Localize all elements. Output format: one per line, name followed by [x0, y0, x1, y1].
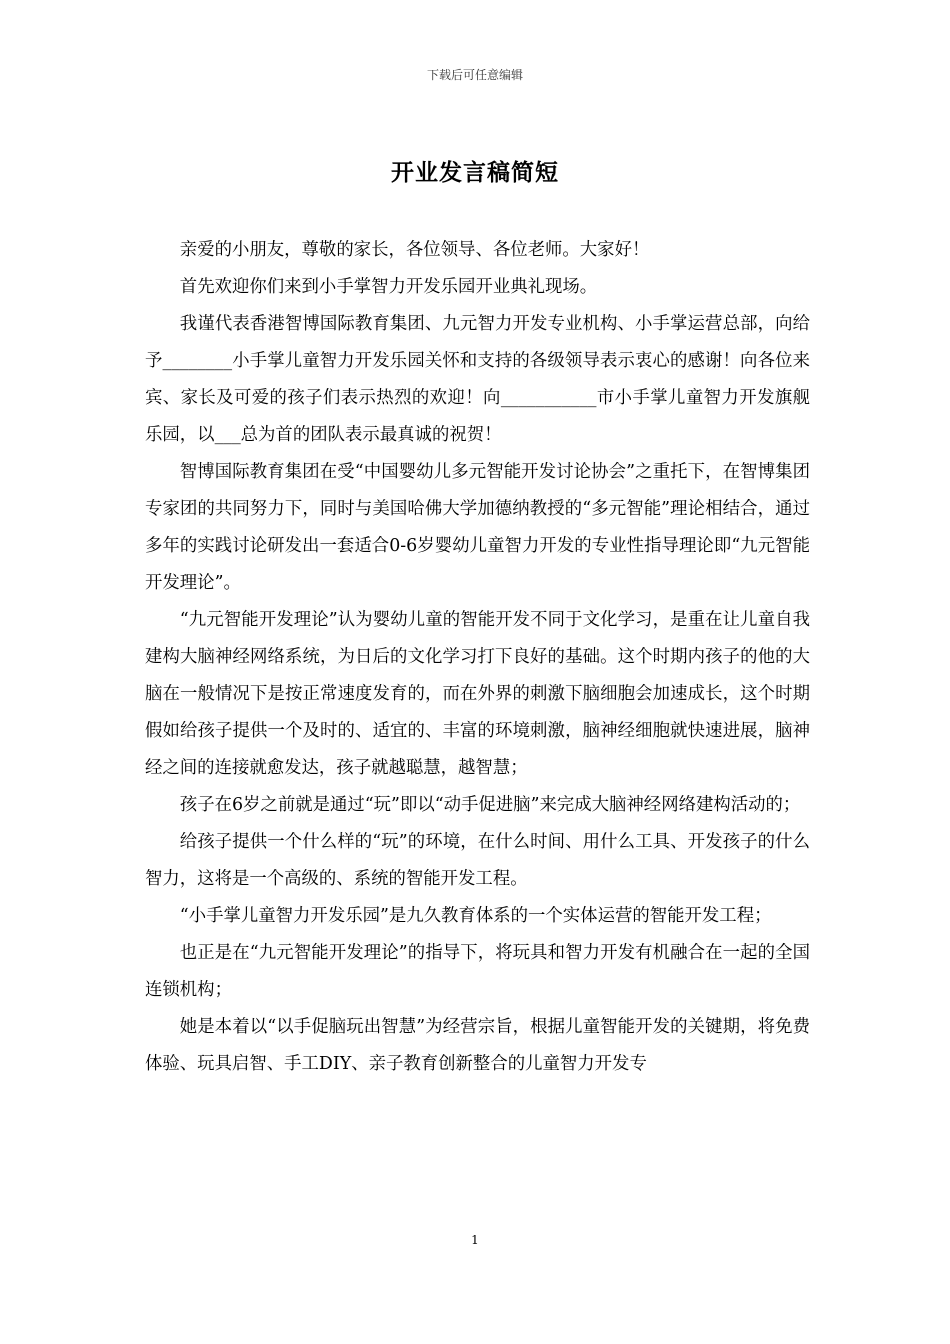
paragraph-thanks: 我谨代表香港智博国际教育集团、九元智力开发专业机构、小手掌运营总部，向给予________小手掌儿童智力开发乐园关怀和支持的各级领导表示衷心的感谢！向各位来宾、家长及可爱的孩子们表示热烈的欢迎！向___________市小手掌儿童智力开发旗舰乐园，以___总为首的团队表示最真诚的祝贺！ [145, 314, 810, 445]
header-note: 下载后可任意编辑 [426, 68, 523, 82]
paragraph-mission: 她是本着以“以手促脑玩出智慧”为经营宗旨，根据儿童智能开发的关键期，将免费体验、玩具启智、手工DIY、亲子教育创新整合的儿童智力开发专 [145, 1017, 810, 1074]
paragraph-chain: 也正是在“九元智能开发理论”的指导下，将玩具和智力开发有机融合在一起的全国连锁机构； [145, 943, 810, 1000]
paragraph-theory-origin: 智博国际教育集团在受“中国婴幼儿多元智能开发讨论协会”之重托下，在智博集团专家团的共同努力下，同时与美国哈佛大学加德纳教授的“多元智能”理论相结合，通过多年的实践讨论研发出一套适合0-6岁婴幼儿童智力开发的专业性指导理论即“九元智能开发理论”。 [145, 462, 810, 593]
paragraph-play: 孩子在6岁之前就是通过“玩”即以“动手促进脑”来完成大脑神经网络建构活动的； [179, 795, 801, 815]
paragraph-greeting: 亲爱的小朋友，尊敬的家长，各位领导、各位老师。大家好！ [179, 240, 650, 260]
document-title: 开业发言稿简短 [391, 159, 559, 186]
paragraph-theory-detail: “九元智能开发理论”认为婴幼儿童的智能开发不同于文化学习，是重在让儿童自我建构大脑神经网络系统，为日后的文化学习打下良好的基础。这个时期内孩子的他的大脑在一般情况下是按正常速度发育的，而在外界的刺激下脑细胞会加速成长，这个时期假如给孩子提供一个及时的、适宜的、丰富的环境刺激，脑神经细胞就快速进展，脑神经之间的连接就愈发达，孩子就越聪慧，越智慧； [145, 610, 810, 778]
page-number: 1 [471, 1233, 479, 1247]
paragraph-environment: 给孩子提供一个什么样的“玩”的环境，在什么时间、用什么工具、开发孩子的什么智力，这将是一个高级的、系统的智能开发工程。 [145, 832, 810, 889]
paragraph-park-project: “小手掌儿童智力开发乐园”是九久教育体系的一个实体运营的智能开发工程； [179, 906, 772, 926]
paragraph-welcome: 首先欢迎你们来到小手掌智力开发乐园开业典礼现场。 [179, 277, 598, 297]
document-body [145, 232, 810, 1083]
